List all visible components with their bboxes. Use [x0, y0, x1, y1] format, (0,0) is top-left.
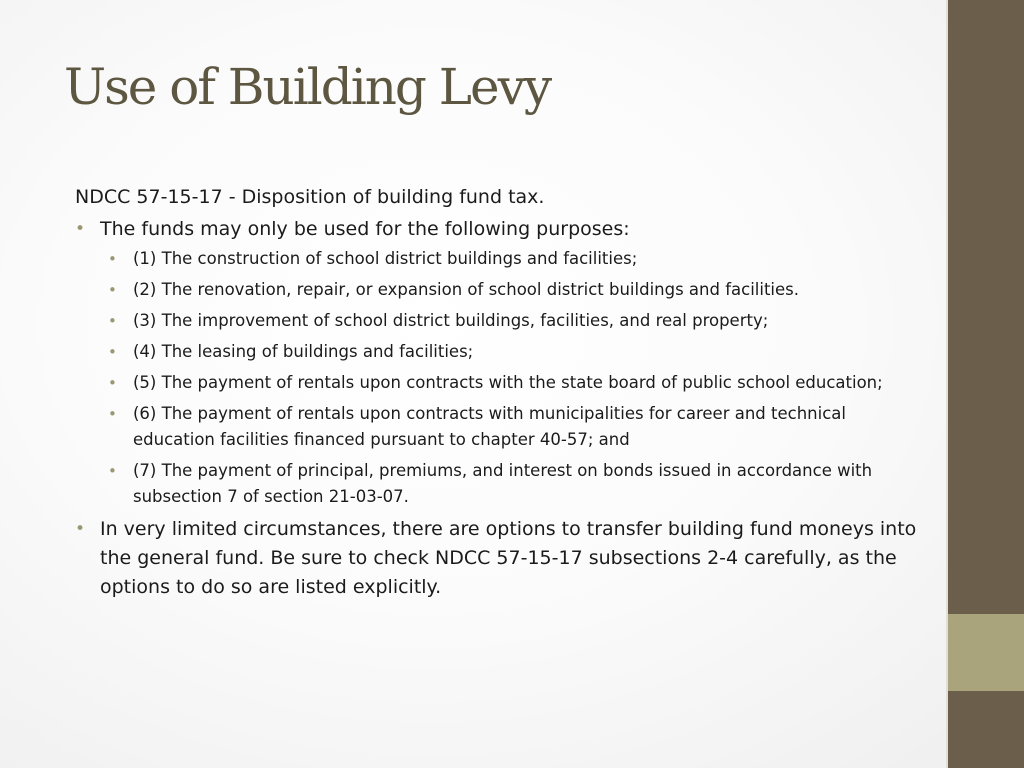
bullet-icon: • — [108, 405, 117, 423]
bullet-item — [75, 515, 925, 602]
purpose-item — [108, 308, 925, 334]
sidebar-accent-block — [948, 614, 1024, 691]
purpose-text: (3) The improvement of school district buildings, facilities, and real property; — [133, 311, 769, 330]
bullet-icon: • — [108, 374, 117, 392]
bullet-icon: • — [108, 343, 117, 361]
purpose-item — [108, 458, 925, 510]
purpose-text: (4) The leasing of buildings and facilities; — [133, 342, 474, 361]
purpose-text: (2) The renovation, repair, or expansion of school district buildings and facilities. — [133, 280, 800, 299]
purpose-item — [108, 277, 925, 303]
bullet-text: The funds may only be used for the following purposes: — [100, 218, 630, 240]
slide-title: Use of Building Levy — [64, 58, 551, 116]
bullet-text: In very limited circumstances, there are options to transfer building fund moneys into the general fund. Be sure to check NDCC 57-15-17 subsections 2-4 carefully, as the options to do so are listed explicitly. — [100, 518, 917, 598]
purpose-item — [108, 246, 925, 272]
purpose-list — [108, 246, 925, 510]
purpose-text: (1) The construction of school district buildings and facilities; — [133, 249, 638, 268]
purpose-item — [108, 339, 925, 365]
bullet-icon: • — [108, 462, 117, 480]
bullet-icon: • — [75, 219, 86, 239]
bullet-icon: • — [108, 250, 117, 268]
main-bullet-list — [75, 215, 925, 602]
purpose-item — [108, 401, 925, 453]
bullet-item — [75, 215, 925, 510]
intro-text: NDCC 57-15-17 - Disposition of building fund tax. — [75, 186, 545, 208]
bullet-icon: • — [108, 281, 117, 299]
bullet-icon: • — [108, 312, 117, 330]
bullet-icon: • — [75, 519, 86, 539]
purpose-text: (6) The payment of rentals upon contracts with municipalities for career and technical education facilities financed pursuant to chapter 40-57; and — [133, 404, 846, 449]
purpose-item — [108, 370, 925, 396]
slide-body — [75, 183, 925, 606]
purpose-text: (5) The payment of rentals upon contracts with the state board of public school education; — [133, 373, 883, 392]
purpose-text: (7) The payment of principal, premiums, and interest on bonds issued in accordance with subsection 7 of section 21-03-07. — [133, 461, 873, 506]
